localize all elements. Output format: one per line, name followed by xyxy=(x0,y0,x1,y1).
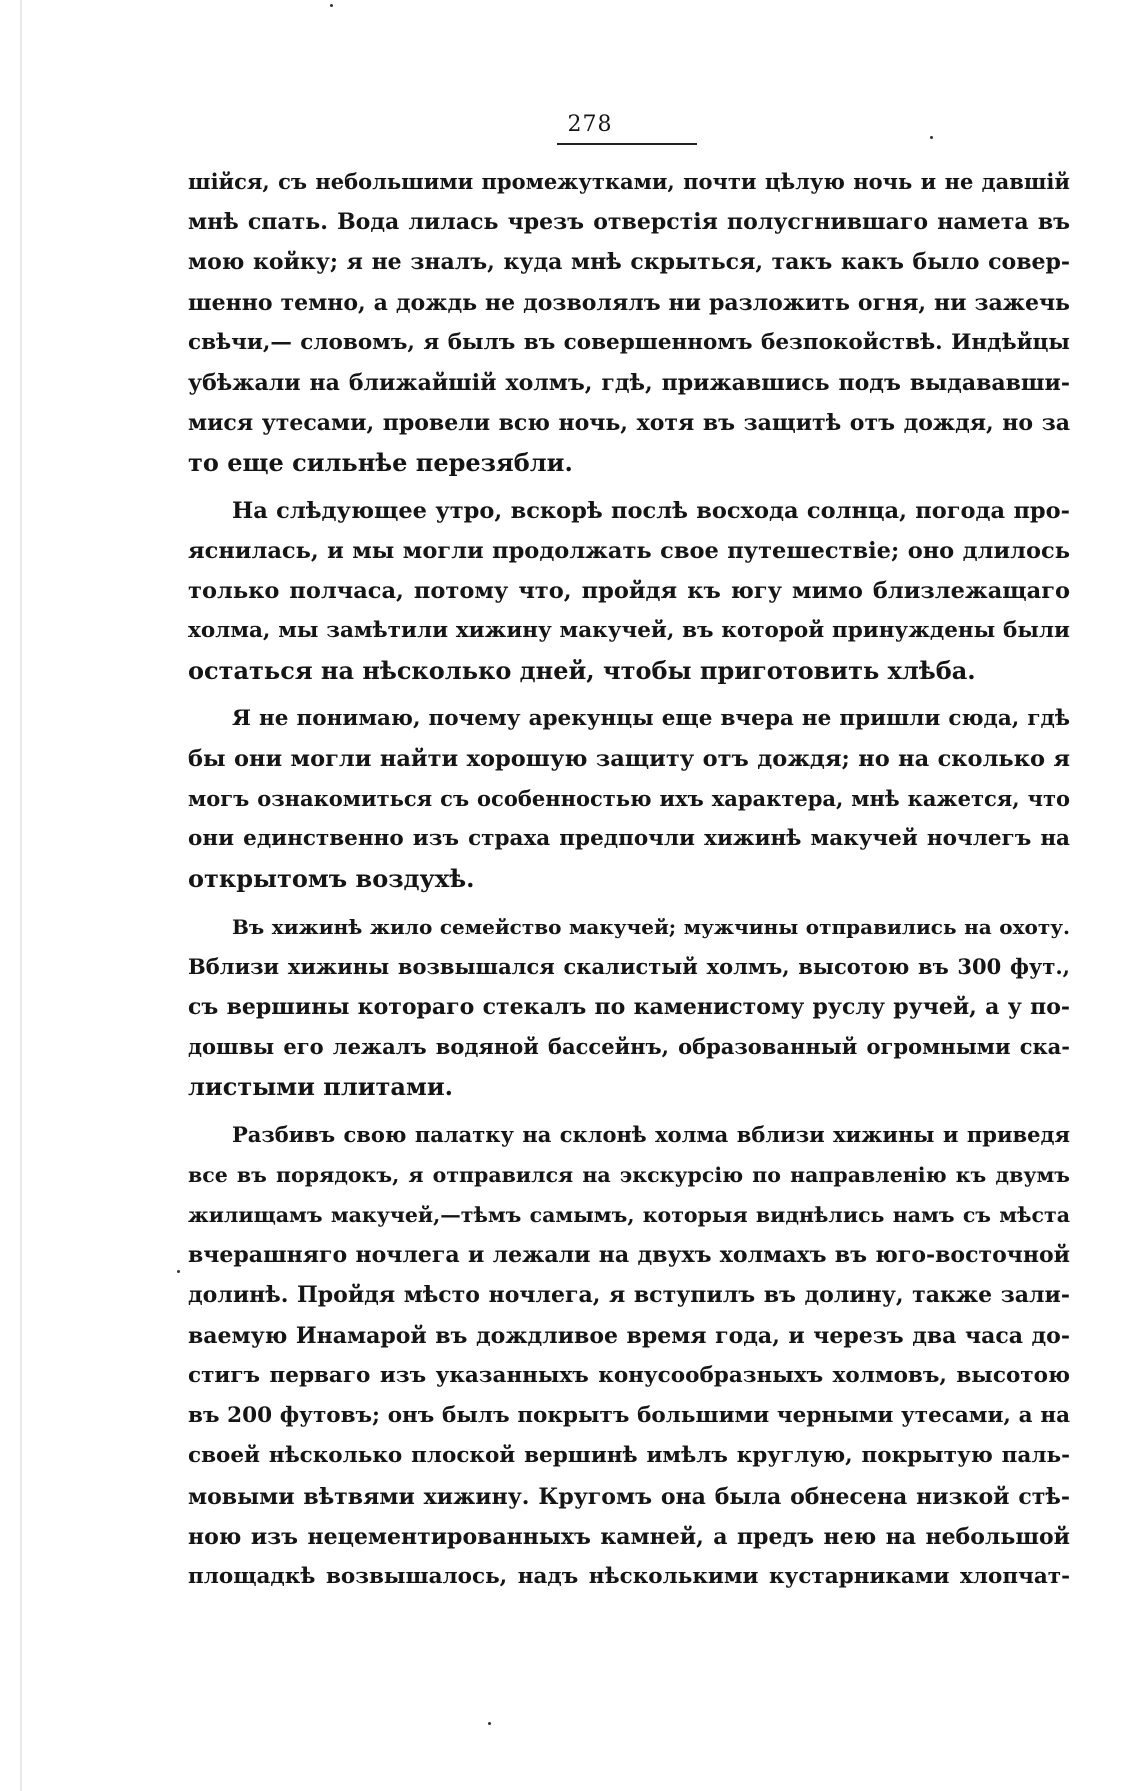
scan-speck xyxy=(177,1270,180,1273)
text-line: открытомъ воздухѣ. xyxy=(188,864,475,894)
text-line: холма, мы замѣтили хижину макучей, въ которой принуждены были xyxy=(188,618,1070,644)
paragraph xyxy=(188,699,1070,900)
text-line: въ 200 футовъ; онъ былъ покрытъ большими черными утесами, а на xyxy=(188,1403,1070,1429)
text-line: стигъ перваго изъ указанныхъ конусообразныхъ холмовъ, высотою xyxy=(188,1362,1070,1388)
text-line: своей нѣсколько плоской вершинѣ имѣлъ круглую, покрытую паль- xyxy=(188,1443,1070,1469)
text-line: дошвы его лежалъ водяной бассейнъ, образованный огромными ска- xyxy=(188,1034,1070,1060)
paragraph xyxy=(188,1115,1070,1597)
text-line: они единственно изъ страха предпочли хижинѣ макучей ночлегъ на xyxy=(188,826,1070,852)
scan-speck xyxy=(488,1722,491,1725)
text-line: могъ ознакомиться съ особенностью ихъ характера, мнѣ кажется, что xyxy=(188,786,1070,812)
text-line: шенно темно, а дождь не дозволялъ ни разложить огня, ни зажечь xyxy=(188,289,1070,316)
text-line: мовыми вѣтвями хижину. Кругомъ она была обнесена низкой стѣ- xyxy=(188,1483,1070,1510)
text-line: вчерашняго ночлега и лежали на двухъ холмахъ въ юго-восточной xyxy=(188,1242,1070,1269)
page-number-rule xyxy=(557,143,697,145)
text-line: свѣчи,— словомъ, я былъ въ совершенномъ безпокойствѣ. Индѣйцы xyxy=(188,329,1070,355)
page-number: 278 xyxy=(567,112,613,137)
text-line: долинѣ. Пройдя мѣсто ночлега, я вступилъ въ долину, также зали- xyxy=(188,1282,1070,1309)
text-line: то еще сильнѣе перезябли. xyxy=(188,448,573,478)
text-line: бы они могли найти хорошую защиту отъ дождя; но на сколько я xyxy=(188,745,1070,772)
text-line: площадкѣ возвышалось, надъ нѣсколькими кустарниками хлопчат- xyxy=(188,1563,1070,1589)
scan-speck xyxy=(330,4,333,7)
text-line: только полчаса, потому что, пройдя къ югу мимо близлежащаго xyxy=(188,578,1070,605)
text-line: убѣжали на ближайшій холмъ, гдѣ, прижавшись подъ выдававши- xyxy=(188,370,1070,397)
paragraph xyxy=(188,491,1070,692)
text-line: все въ порядокъ, я отправился на экскурсію по направленію къ двумъ xyxy=(188,1162,1070,1187)
text-line: ною изъ нецементированныхъ камней, а предъ нею на небольшой xyxy=(188,1523,1070,1550)
text-line: ваемую Инамарой въ дождливое время года, и черезъ два часа до- xyxy=(188,1322,1070,1349)
text-line: мою койку; я не зналъ, куда мнѣ скрыться, такъ какъ было совер- xyxy=(188,249,1070,276)
text-line: Въ хижинѣ жило семейство макучей; мужчины отправились на охоту. xyxy=(232,914,1070,939)
text-line: Разбивъ свою палатку на склонѣ холма вблизи хижины и приведя xyxy=(232,1121,1070,1147)
text-line: жилищамъ макучей,—тѣмъ самымъ, которыя виднѣлись намъ съ мѣста xyxy=(188,1203,1070,1228)
text-line: мися утесами, провели всю ночь, хотя въ защитѣ отъ дождя, но за xyxy=(188,410,1070,437)
text-line: остаться на нѣсколько дней, чтобы приготовить хлѣба. xyxy=(188,656,976,686)
paragraph xyxy=(188,162,1070,484)
text-line: На слѣдующее утро, вскорѣ послѣ восхода солнца, погода про- xyxy=(232,497,1070,524)
page-binding-edge xyxy=(20,0,22,1791)
text-line: листыми плитами. xyxy=(188,1072,453,1102)
body-text xyxy=(188,162,1070,1604)
text-line: Я не понимаю, почему арекунцы еще вчера не пришли сюда, гдѣ xyxy=(232,705,1070,731)
text-line: Вблизи хижины возвышался скалистый холмъ, высотою въ 300 фут., xyxy=(188,953,1070,979)
text-line: шійся, съ небольшими промежутками, почти цѣлую ночь и не давшій xyxy=(188,169,1070,194)
text-line: мнѣ спать. Вода лилась чрезъ отверстія полусгнившаго намета въ xyxy=(188,209,1070,236)
paragraph xyxy=(188,907,1070,1108)
text-line: яснилась, и мы могли продолжать свое путешествіе; оно длилось xyxy=(188,537,1070,564)
text-line: съ вершины котораго стекалъ по каменистому руслу ручей, а у по- xyxy=(188,994,1070,1021)
